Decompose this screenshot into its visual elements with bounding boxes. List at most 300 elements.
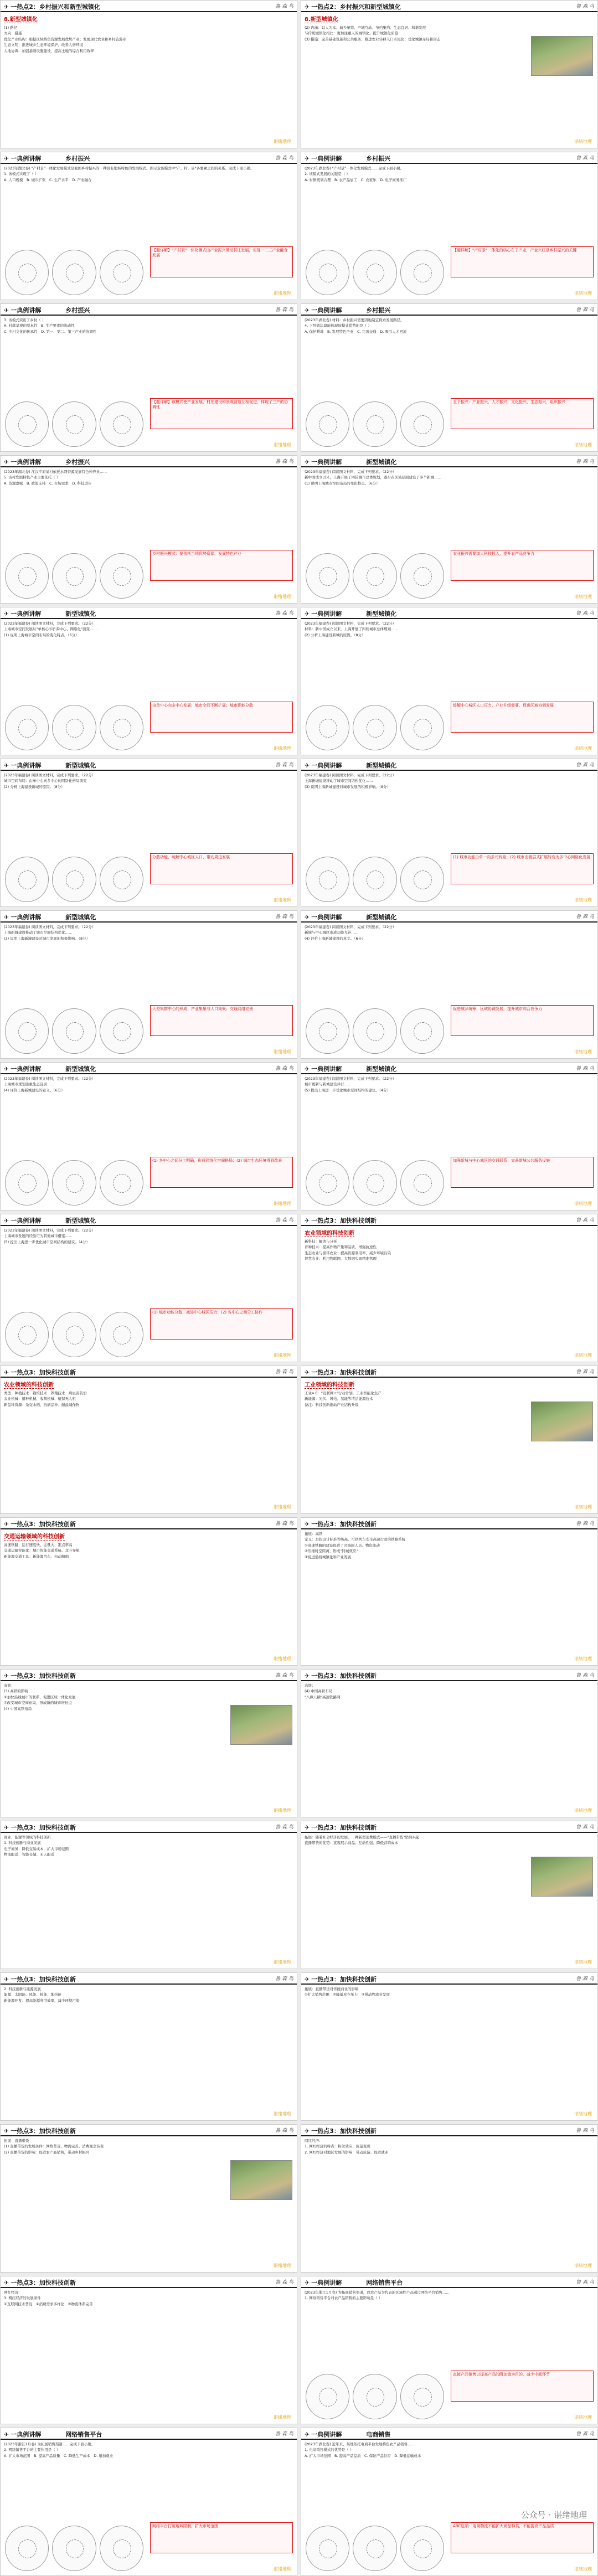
slide-header-left (4, 1973, 76, 1983)
body-line: (3) 说明上海新城建设对城市发展的积极影响。（8分） (4, 936, 90, 941)
footer-credit: 谌绪地理 (574, 291, 592, 296)
map-thumbnail (306, 2526, 349, 2571)
slide-body (301, 619, 597, 704)
slide-header (1, 1821, 297, 1833)
slide-header-left (4, 1670, 76, 1680)
slide-title: 一典例讲解 乡村振兴 (311, 155, 391, 162)
map-thumbnail (52, 705, 96, 750)
body-line: (2023年福建卷) 阅读图文材料，完成下列要求。（22分） (305, 470, 396, 474)
slide-card (301, 455, 598, 604)
body-line: 拓展：高铁 (305, 1532, 323, 1536)
footer-credit: 谌绪地理 (274, 898, 291, 903)
map-thumbnail (353, 2526, 396, 2571)
slide-card (301, 2428, 598, 2576)
body-line: 与传统城镇化相比：更加注重人的城镇化，提升城镇化质量 (305, 31, 398, 36)
slide-card (0, 2428, 297, 2576)
body-line: A. 扩大市场范围 B. 提高产品质量 C. 降低生产成本 D. 增加就业 (4, 2453, 114, 2458)
slide-card (301, 1214, 598, 1362)
body-line: A. 资源禀赋 B. 政策支持 C. 市场需求 D. 科技进步 (4, 481, 92, 486)
slide-card (0, 759, 297, 907)
body-line: 工业4.0："互联网+"行动计划，工业智能化生产 (305, 1391, 382, 1395)
slide-body (301, 2288, 597, 2373)
body-line: (2023年湖北卷) "产村景"一体化发展模式……完成下面小题。 (305, 166, 404, 171)
slide-header (301, 607, 597, 619)
brand-logo: 鲁 森 鸟 (275, 156, 293, 161)
slide-card (301, 910, 598, 1059)
answer-note: 【题详解】"产村景"一体化模式由产业振兴带动村庄发展，实现一二三产业融合发展 (150, 246, 293, 277)
section-title: 8.新型城镇化 (4, 14, 38, 23)
slide-card (301, 1669, 598, 1817)
body-line: 新科技：解读与分析 (305, 1239, 337, 1244)
answer-note: 促进城乡统筹、区域协调发展，提升城市综合竞争力 (451, 1005, 594, 1036)
photo-image (531, 1402, 593, 1441)
footer-credit: 谌绪地理 (274, 139, 291, 144)
slide-title: 一热点3：加快科技创新 (11, 1521, 76, 1528)
footer-credit: 谌绪地理 (274, 1201, 291, 1206)
map-thumbnail (400, 1160, 444, 1205)
brand-logo: 鲁 森 鸟 (275, 763, 293, 768)
body-line: 新能源开发：提高能源利用效率，减少环境污染 (4, 1998, 80, 2003)
body-line: 3. 该模式突出了乡村（ ） (4, 318, 46, 322)
swallow-icon: ✈ (305, 1824, 310, 1831)
slide-title: 一典例讲解 乡村振兴 (11, 307, 90, 314)
map-thumbnail (306, 1160, 349, 1205)
slide-header (1, 1973, 297, 1985)
body-line: (5) 提出上海进一步优化城市空间结构的建议。（4分） (305, 1088, 391, 1093)
slide-header-left (305, 2276, 403, 2287)
slide-title: 一典例讲解 新型城镇化 (11, 914, 96, 921)
map-thumbnail (400, 553, 444, 599)
slide-header-left (305, 1366, 377, 1377)
body-line: A. 村镇规划合理 B. 农产品加工 C. 农家乐 D. 电子商务推广 (305, 177, 407, 182)
brand-logo: 鲁 森 鸟 (576, 1066, 594, 1071)
footer-credit: 谌绪地理 (274, 291, 291, 296)
footer-credit: 谌绪地理 (574, 442, 592, 447)
slide-header-left (305, 1670, 377, 1680)
slide-header (301, 1214, 597, 1226)
body-line: 上海城市规划注重生态宜居…… (4, 1082, 54, 1087)
slide-title: 一热点3：加快科技创新 (311, 1217, 377, 1224)
body-line: 新能源：光伏、风电、氢能等清洁能源技术 (305, 1397, 373, 1402)
slide-title: 一典例讲解 网络销售平台 (311, 2279, 403, 2286)
slide-title: 一热点3：加快科技创新 (311, 1824, 377, 1831)
footer-credit: 谌绪地理 (574, 1808, 592, 1813)
swallow-icon: ✈ (305, 155, 310, 162)
body-line: (2023年浙江1月卷) 为拓展销售渠道，以农产品为代表的区域性产品通过网络平台销售…… (305, 2290, 450, 2295)
map-thumbnail (306, 1008, 349, 1054)
slide-header-left (4, 1, 100, 11)
slide-header (1, 1063, 297, 1074)
swallow-icon: ✈ (4, 458, 9, 466)
diagram-figure (5, 857, 143, 902)
slide-card (0, 1366, 297, 1514)
body-line: (2) 内涵：以人为本、城乡统筹、产城互动、节约集约、生态宜居、和谐发展 (305, 25, 426, 30)
body-line: 2. 科技创新与能源发展 (4, 1987, 41, 1991)
body-line: (2023年湖北卷) 江汉平原某村依托水网资源发展特色种养业…… (4, 470, 107, 474)
slide-body (301, 164, 597, 249)
body-line: 拓展：随着社会经济的发展，一种新型消费模式——"直播带货"悄然兴起 (305, 1835, 420, 1840)
body-line: 城市空间布局：由单中心向多中心的网络化格局演变 (4, 779, 87, 784)
slide-title: 一典例讲解 新型城镇化 (11, 610, 96, 617)
body-line: 新能源交通工具：新能源汽车、电动船舶 (4, 1554, 69, 1559)
body-line: "八纵八横"高速铁路网 (305, 1694, 341, 1699)
brand-logo: 鲁 森 鸟 (275, 1673, 293, 1678)
body-line: 电子商务：降低交易成本，扩大市场范围 (4, 1846, 69, 1851)
answer-note: ABC选项：电商物流不能扩大商品种类，不能提高产品品质 (451, 2522, 594, 2553)
slide-title: 一典例讲解 新型城镇化 (311, 762, 397, 769)
answer-note: 大型集群中心的形成；产业集聚与人口集聚；交通网络完善 (150, 1005, 293, 1036)
footer-credit: 谌绪地理 (274, 594, 291, 599)
map-thumbnail (5, 1160, 49, 1205)
answer-note: 【题详解】该模式使产业发展、村庄建设和景观营造互相促进，体现了三产的协调性 (150, 398, 293, 429)
slide-body (301, 467, 597, 553)
slide-header (301, 1518, 597, 1529)
map-thumbnail (52, 1312, 96, 1357)
swallow-icon: ✈ (4, 2279, 9, 2286)
body-line: (2023年福建卷) 阅读图文材料，完成下列要求。（22分） (305, 621, 396, 626)
body-line: 2. 网络销售平台的主要作用是（ ） (4, 2448, 60, 2453)
slide-card (0, 607, 297, 755)
diagram-figure (5, 1008, 143, 1054)
body-line: (2023年福建卷) 阅读图文材料，完成下列要求。（22分） (305, 773, 396, 777)
body-line: (4) 评价上海新城建设的意义。（6分） (305, 936, 365, 941)
map-thumbnail (400, 705, 444, 750)
slide-header-left (4, 304, 90, 315)
body-line: C. 乡村文化的传承性 D. 第一、第二、第三产业的协调性 (4, 329, 97, 334)
body-line: 拓展：直播带货 (4, 2139, 29, 2143)
body-line: 新城与中心城区形成功能互补…… (305, 930, 359, 935)
diagram-figure (306, 2526, 444, 2571)
map-thumbnail (353, 857, 396, 902)
slide-header (301, 1670, 597, 1681)
brand-logo: 鲁 森 鸟 (576, 2431, 594, 2437)
swallow-icon: ✈ (305, 2279, 310, 2286)
map-thumbnail (5, 705, 49, 750)
slide-header-left (4, 152, 90, 163)
brand-logo: 鲁 森 鸟 (576, 2128, 594, 2134)
body-line: (2023年福建卷) 阅读图文材料，完成下列要求。（22分） (4, 925, 96, 929)
brand-logo: 鲁 森 鸟 (275, 1521, 293, 1527)
body-line: (2023年浙江1月卷) 为拓展销售渠道……完成下面小题。 (4, 2442, 95, 2446)
body-line: (2023年福建卷) 阅读图文材料，完成下列要求。（22分） (4, 1228, 96, 1233)
slide-header (1, 607, 297, 619)
map-thumbnail (306, 705, 349, 750)
swallow-icon: ✈ (305, 762, 310, 769)
slide-header (301, 1821, 597, 1833)
body-line: 1. 电商销售模式的优势是（ ） (305, 2448, 354, 2453)
body-line: 材料：新中国成立以来，上海开展了四轮城市总体规划…… (305, 627, 398, 632)
body-line: 直播带货的优势：直观展示商品、互动性强、降低营销成本 (305, 1841, 398, 1846)
body-line: ①互联网技术普及 ②消费需求多样化 ③物流体系完善 (4, 2301, 93, 2306)
slide-title: 一典例讲解 新型城镇化 (11, 1065, 96, 1073)
map-thumbnail (52, 1160, 96, 1205)
brand-logo: 鲁 森 鸟 (576, 611, 594, 616)
slide-header-left (4, 1821, 76, 1832)
footer-credit: 谌绪地理 (274, 2415, 291, 2420)
brand-logo: 鲁 森 鸟 (275, 307, 293, 313)
slide-title: 一典例讲解 新型城镇化 (11, 762, 96, 769)
answer-note: 缓解中心城区人口压力、产业升级需要、促进区域协调发展 (451, 702, 594, 733)
slide-header (301, 2428, 597, 2440)
slide-card (0, 1972, 297, 2121)
map-thumbnail (353, 553, 396, 599)
slide-header-left (305, 1, 401, 11)
slide-title: 一热点3：加快科技创新 (11, 1824, 76, 1831)
swallow-icon: ✈ (305, 2127, 310, 2135)
slide-card (0, 1517, 297, 1666)
diagram-figure (306, 705, 444, 750)
slide-card (0, 0, 297, 148)
footer-credit: 谌绪地理 (274, 1049, 291, 1054)
slide-title: 一典例讲解 乡村振兴 (311, 307, 391, 314)
body-line: (2) 分析上海建设新城的原因。（8分） (4, 784, 65, 789)
slide-body (301, 1237, 597, 1322)
slide-header (1, 759, 297, 771)
body-line: 物流配送：智能仓储、无人配送 (4, 1852, 54, 1857)
swallow-icon: ✈ (305, 307, 310, 314)
body-line: (2023年福建卷) 阅读图文材料，完成下列要求。（22分） (305, 925, 396, 929)
body-line: (4) 中国高铁布局 (4, 1706, 32, 1711)
brand-logo: 鲁 森 鸟 (576, 914, 594, 920)
brand-logo: 鲁 森 鸟 (576, 459, 594, 465)
map-thumbnail (400, 857, 444, 902)
section-title: 农业领域的科技创新 (305, 1228, 354, 1237)
slide-header (301, 304, 597, 316)
body-line: A. 扩大市场范围 B. 提高产品品质 C. 保证产品供应 D. 降低运输成本 (305, 2453, 421, 2458)
slide-header (301, 456, 597, 467)
slide-header-left (305, 2428, 390, 2439)
swallow-icon: ✈ (4, 2127, 9, 2135)
swallow-icon: ✈ (4, 762, 9, 769)
slide-card (0, 2276, 297, 2424)
slide-card (0, 910, 297, 1059)
body-line: 4. 下列做法最能体现该模式优势的是（ ） (305, 323, 372, 328)
section-title: 工业领域的科技创新 (305, 1380, 354, 1389)
footer-credit: 谌绪地理 (574, 1353, 592, 1358)
body-line: A. 村落景观的原真性 B. 生产要素的流动性 (4, 323, 75, 328)
slide-card (301, 607, 598, 755)
footer-credit: 谌绪地理 (574, 746, 592, 751)
answer-note: 【题详解】"产村景"一体化的核心在于产业，产业兴旺是乡村振兴的关键 (451, 246, 594, 277)
slide-card (301, 2276, 598, 2424)
answer-note: (1) 城市功能由单一向多元转变；(2) 城市由圈层式扩展转变为多中心网络化发展 (451, 853, 594, 884)
swallow-icon: ✈ (305, 458, 310, 466)
map-thumbnail (353, 1008, 396, 1054)
slide-body (1, 771, 297, 856)
slide-header-left (305, 607, 396, 618)
diagram-figure (306, 250, 444, 295)
body-line: 1. 网络销售平台对农产品销售的主要影响是（ ） (305, 2296, 383, 2301)
footer-credit: 谌绪地理 (574, 2415, 592, 2420)
body-line: 生态文明：推进城乡生态环境保护，改善人居环境 (4, 43, 83, 48)
footer-credit: 谌绪地理 (274, 2567, 291, 2572)
footer-credit: 谌绪地理 (574, 1505, 592, 1509)
body-line: 定义：是指设计标准等级高、可供列车安全高速行驶的铁路系统 (305, 1537, 405, 1542)
slide-title: 一典例讲解 新型城镇化 (311, 914, 397, 921)
section-title: 交通运输领域的科技创新 (4, 1532, 65, 1541)
answer-note: 网络平台打破地域限制，扩大市场范围 (150, 2522, 293, 2553)
body-line: 高铁： (4, 1683, 15, 1688)
brand-logo: 鲁 森 鸟 (576, 4, 594, 9)
map-thumbnail (100, 1008, 143, 1054)
body-line: (2023年福建卷) 阅读图文材料，完成下列要求。（22分） (305, 1076, 396, 1081)
slide-card (301, 0, 598, 148)
map-thumbnail (52, 553, 96, 599)
diagram-figure (306, 1008, 444, 1054)
body-line: (2023年湖北卷) 材料：乡村振兴需要因地制宜探索发展路径。 (305, 318, 404, 322)
diagram-figure (5, 1160, 143, 1205)
slide-card (301, 1062, 598, 1210)
map-thumbnail (306, 2374, 349, 2419)
body-line: (2) 直播带货的影响：促进农产品销售，带动乡村振兴 (4, 2150, 90, 2155)
slide-header (1, 1, 297, 12)
body-line: (1) 说明上海城市空间布局的变化特点。（6分） (305, 481, 380, 486)
slide-body (1, 619, 297, 704)
answer-note: 加强新城与中心城区的交通联系；完善新城公共服务设施 (451, 1157, 594, 1188)
map-thumbnail (400, 250, 444, 295)
slide-header-left (305, 1973, 377, 1983)
body-line: 1. 该模式实现了（ ） (4, 172, 39, 177)
body-line: (2023年湖北卷) 近年来，某地依托电商平台发展特色农产品销售…… (305, 2442, 415, 2446)
answer-note: (1) 城市功能分散，减轻中心城区压力；(2) 各中心之间分工协作 (150, 1308, 293, 1339)
body-line: (3) 说明上海新城建设对城市发展的积极影响。（8分） (305, 784, 391, 789)
slide-card (0, 1821, 297, 1969)
map-thumbnail (306, 553, 349, 599)
slide-body (1, 1541, 297, 1626)
map-thumbnail (5, 857, 49, 902)
body-line: 商业、能源等领域的科技创新 (4, 1835, 51, 1840)
swallow-icon: ✈ (305, 1369, 310, 1376)
footer-credit: 谌绪地理 (274, 1656, 291, 1661)
brand-logo: 鲁 森 鸟 (576, 1825, 594, 1830)
slide-title: 一热点2：乡村振兴和新型城镇化 (311, 3, 401, 11)
slide-header-left (305, 911, 396, 921)
swallow-icon: ✈ (305, 1217, 310, 1224)
slide-header (301, 1063, 597, 1074)
slide-title: 一典例讲解 新型城镇化 (311, 1065, 397, 1073)
slide-body (1, 23, 297, 109)
footer-credit: 谌绪地理 (574, 1049, 592, 1054)
brand-logo: 鲁 森 鸟 (275, 4, 293, 9)
body-line: A. 人口规模 B. 城市扩张 C. 生产水平 D. 产业融合 (4, 177, 92, 182)
body-line: (2023年福建卷) 阅读图文材料，完成下列要求。（22分） (4, 621, 96, 626)
slide-header (301, 152, 597, 164)
slide-body (1, 467, 297, 553)
body-line: 3. 网红经济的发展条件 (4, 2296, 41, 2301)
slide-card (301, 1972, 598, 2121)
footer-credit: 谌绪地理 (274, 1505, 291, 1509)
map-thumbnail (353, 2374, 396, 2419)
slide-header (1, 304, 297, 316)
brand-logo: 鲁 森 鸟 (275, 459, 293, 465)
body-line: 新中国成立以来，上海开展了四轮城市总体规划，逐步在区域层面建设了多个新城…… (305, 475, 441, 480)
body-line: (4) 评价上海新城建设的意义。（6分） (4, 1088, 65, 1093)
body-line: (3) 高铁的影响 (4, 1689, 28, 1694)
answer-note: 五个振兴：产业振兴、人才振兴、文化振兴、生态振兴、组织振兴 (451, 398, 594, 429)
body-line: (2) 分析上海建设新城的原因。（8分） (305, 632, 365, 637)
footer-credit: 谌绪地理 (574, 1656, 592, 1661)
footer-credit: 谌绪地理 (274, 1960, 291, 1965)
swallow-icon: ✈ (305, 610, 310, 617)
diagram-figure (5, 705, 143, 750)
map-thumbnail (353, 401, 396, 447)
slide-header-left (4, 2428, 102, 2439)
slide-card (0, 1062, 297, 1210)
slide-header (301, 911, 597, 923)
brand-logo: 鲁 森 鸟 (275, 2431, 293, 2437)
map-thumbnail (5, 1312, 49, 1357)
body-line: (1) 直播带货的发展条件：网络普及、物流完善、消费观念转变 (4, 2144, 104, 2149)
footer-credit: 谌绪地理 (274, 442, 291, 447)
footer-credit: 谌绪地理 (274, 746, 291, 751)
watermark-text: 公众号 · 谌绪地理 (518, 2508, 590, 2522)
body-line: 网红经济： (4, 2290, 22, 2295)
map-thumbnail (100, 401, 143, 447)
slide-header-left (305, 1821, 377, 1832)
map-thumbnail (52, 401, 96, 447)
brand-logo: 鲁 森 鸟 (275, 611, 293, 616)
body-line: 智慧农业：利用物联网、大数据实现精准管理 (305, 1256, 377, 1261)
map-thumbnail (353, 250, 396, 295)
body-line: (2023年福建卷) 阅读图文材料，完成下列要求。（22分） (4, 773, 96, 777)
slide-body (301, 316, 597, 401)
footer-credit: 谌绪地理 (274, 2111, 291, 2116)
body-line: (5) 提出上海进一步优化城市空间结构的建议。（4分） (4, 1239, 90, 1244)
slide-card (301, 1517, 598, 1666)
slide-body (301, 1529, 597, 1615)
slide-card (0, 152, 297, 300)
footer-credit: 谌绪地理 (574, 898, 592, 903)
body-line: 方向：措施 (4, 31, 22, 36)
slide-header (1, 2125, 297, 2136)
brand-logo: 鲁 森 鸟 (576, 156, 594, 161)
map-thumbnail (52, 2526, 96, 2571)
brand-logo: 鲁 森 鸟 (275, 2280, 293, 2285)
body-line: 育种技术：提高作物产量和品质，增强抗逆性 (305, 1245, 377, 1250)
slide-header-left (305, 1518, 377, 1528)
map-thumbnail (400, 2526, 444, 2571)
slide-title: 一热点3：加快科技创新 (11, 1369, 76, 1376)
slide-header (1, 911, 297, 923)
map-thumbnail (5, 2526, 49, 2571)
diagram-figure (5, 1312, 143, 1357)
map-thumbnail (5, 250, 49, 295)
answer-note: 农业振兴需要加大科技投入，提升农产品竞争力 (451, 550, 594, 581)
map-thumbnail (100, 705, 143, 750)
slide-header (301, 2276, 597, 2288)
body-line: 新品种资源：杂交水稻、抗病品种、耐盐碱作物 (4, 1402, 80, 1407)
slide-body (1, 2288, 297, 2373)
map-thumbnail (100, 2526, 143, 2571)
slide-header (1, 1518, 297, 1529)
body-line: 能源：太阳能、风能、核能、地热能 (4, 1992, 61, 1997)
footer-credit: 谌绪地理 (574, 2111, 592, 2116)
section-title: 农业领域的科技创新 (4, 1380, 54, 1389)
body-line: 生态农业与循环农业：提高资源利用率，减少环境污染 (305, 1250, 391, 1255)
slide-header-left (305, 1214, 377, 1225)
footer-credit: 谌绪地理 (274, 2263, 291, 2268)
slide-header-left (4, 1366, 76, 1377)
body-line: 上海新城建设推动了城市空间结构优化…… (4, 930, 73, 935)
slide-title: 一典例讲解 网络销售平台 (11, 2431, 102, 2438)
slide-body (1, 923, 297, 1008)
slide-header (301, 759, 597, 771)
swallow-icon: ✈ (4, 1672, 9, 1679)
brand-logo: 鲁 森 鸟 (576, 1218, 594, 1223)
body-line: 农业机械：播种机械、收割机械、植保无人机 (4, 1397, 76, 1402)
slide-card (301, 1366, 598, 1514)
footer-credit: 谌绪地理 (574, 594, 592, 599)
